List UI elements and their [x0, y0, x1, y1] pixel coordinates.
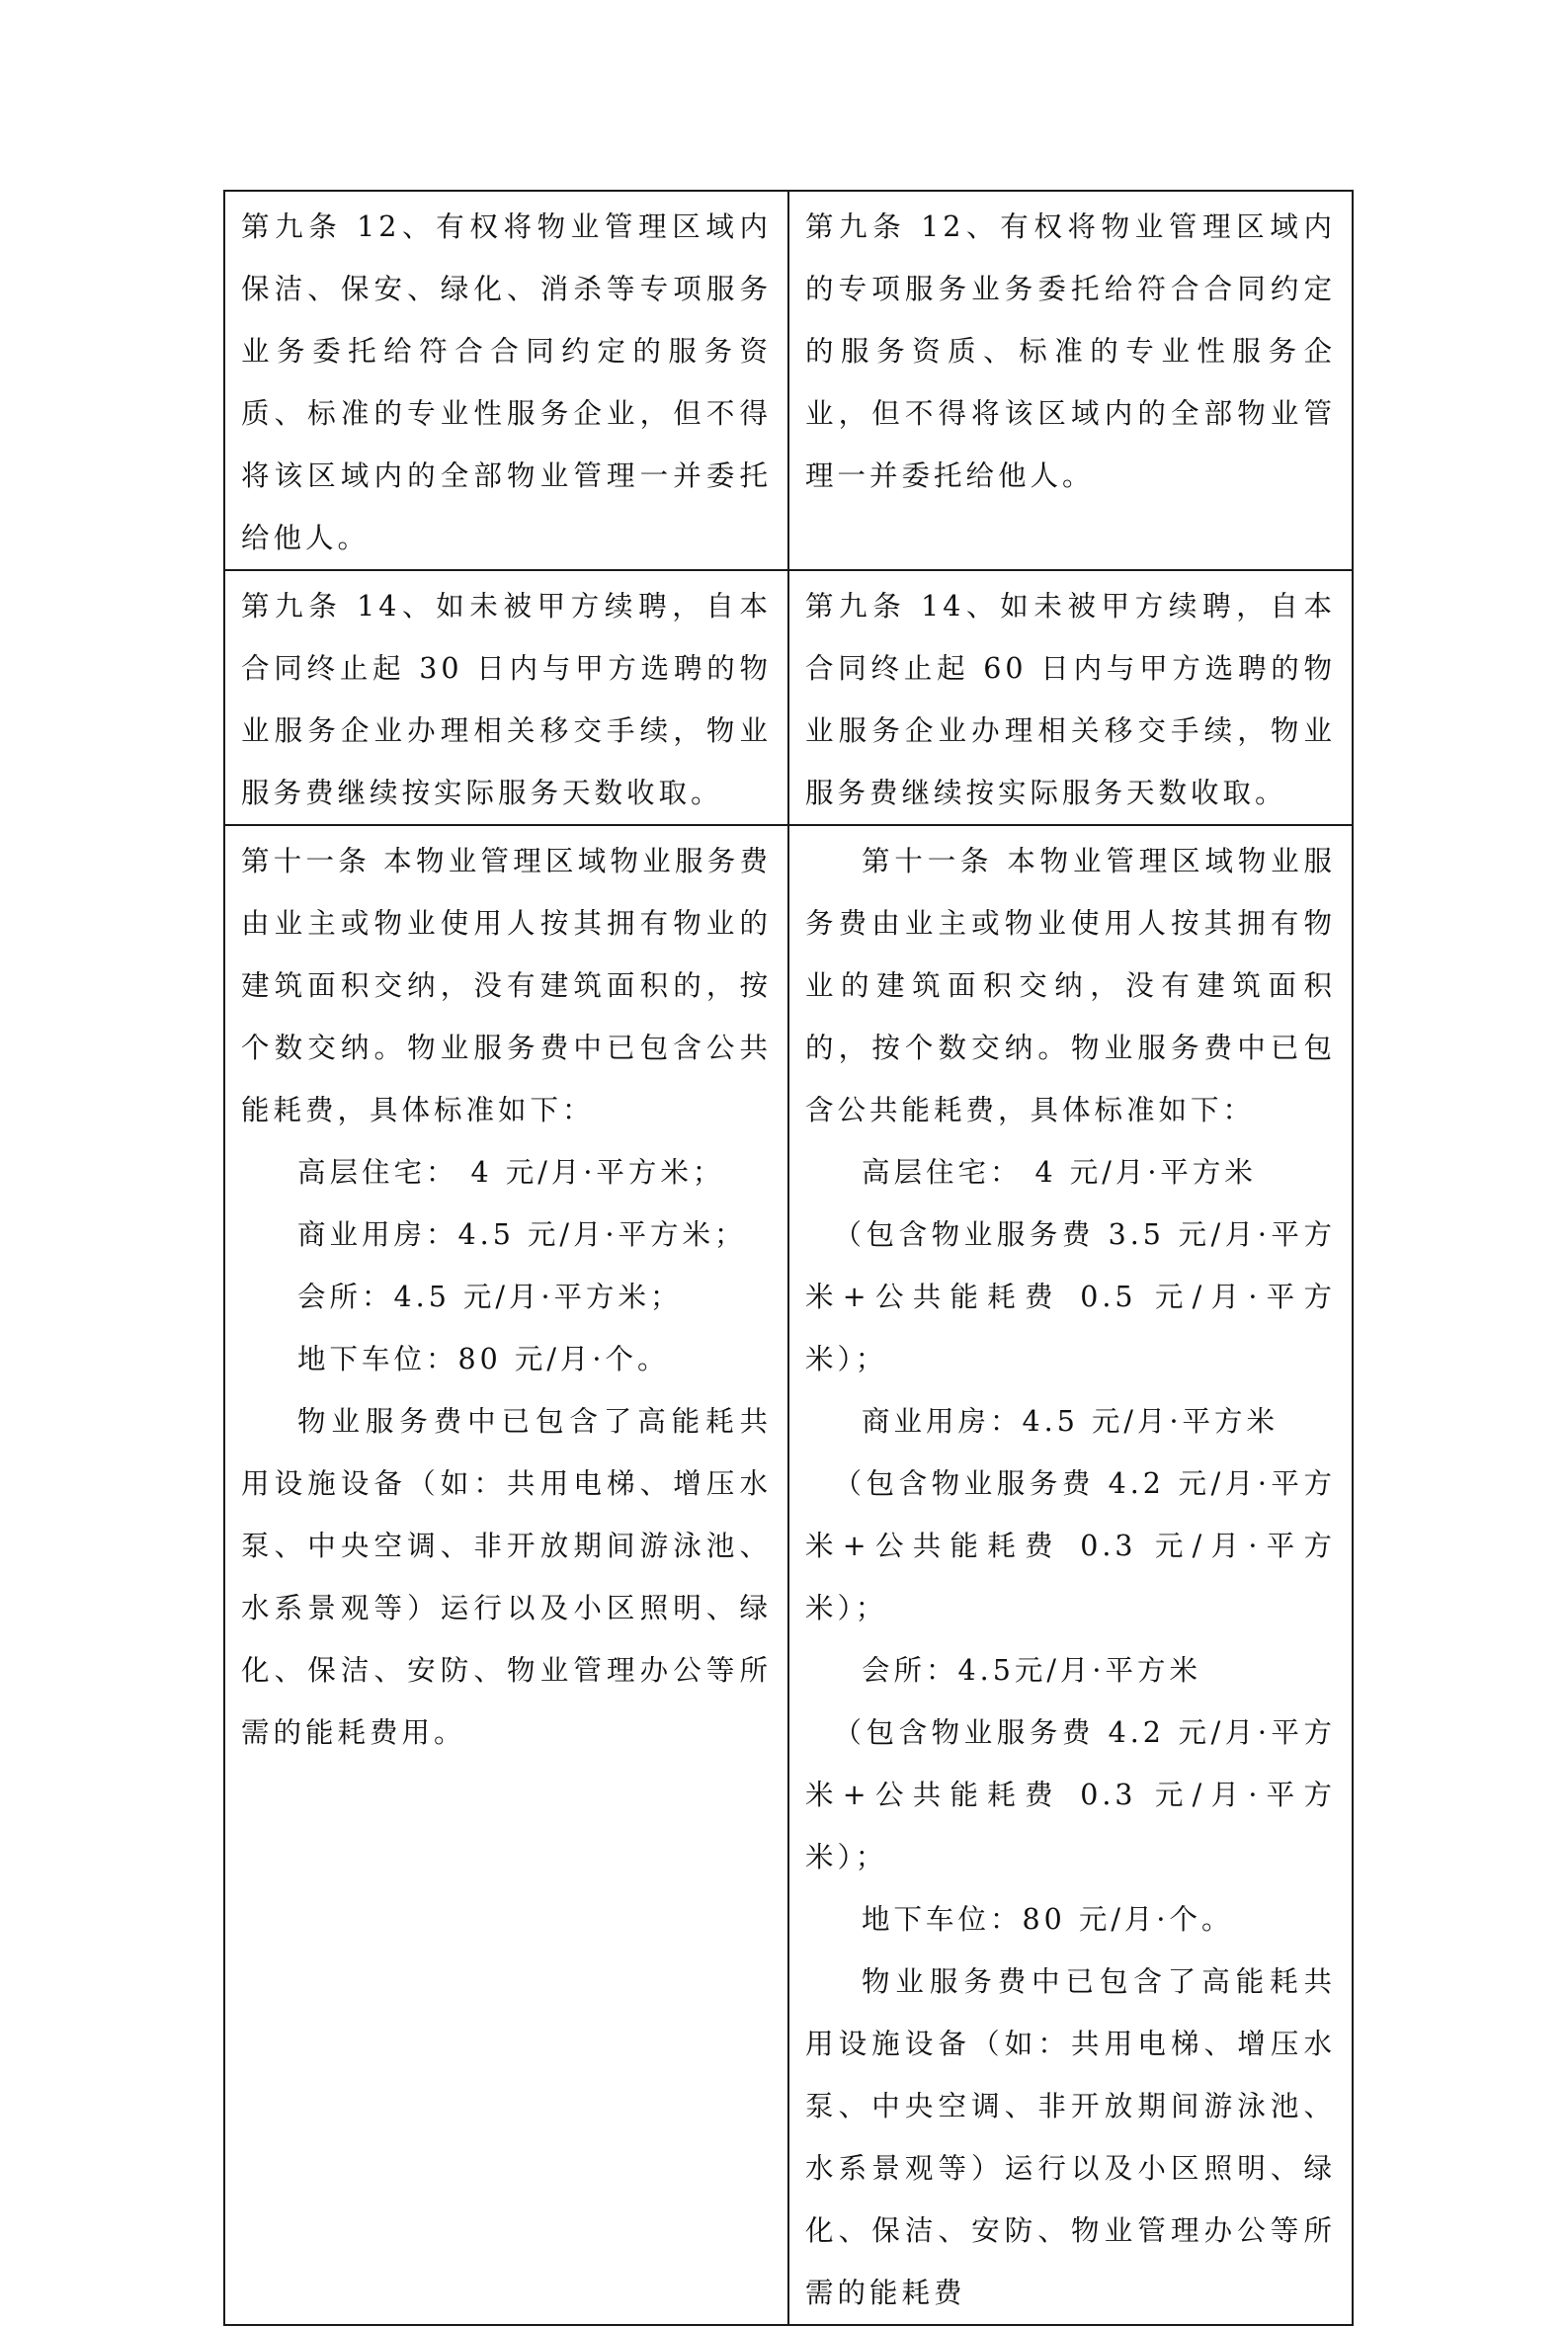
right-cell-clause-9-12 [788, 191, 1353, 570]
table-row [224, 570, 1353, 825]
left-cell-clause-9-14 [224, 570, 788, 825]
clause-text: 第九条 14、如未被甲方续聘，自本合同终止起 60 日内与甲方选聘的物业服务企业办理相关移交手续，物业服务费继续按实际服务天数收取。 [805, 590, 1336, 809]
rate-commercial: 商业用房：4.5 元/月·平方米 [862, 1405, 1279, 1438]
energy-note: 物业服务费中已包含了高能耗共用设施设备（如：共用电梯、增压水泵、中央空调、非开放期间游泳池、水系景观等）运行以及小区照明、绿化、保洁、安防、物业管理办公等所需的能耗费用。 [241, 1405, 772, 1749]
rate-parking: 地下车位：80 元/月·个。 [862, 1903, 1234, 1936]
rate-clubhouse: 会所：4.5元/月·平方米 [862, 1654, 1201, 1687]
right-cell-clause-11 [788, 825, 1353, 2325]
comparison-table [223, 190, 1354, 2326]
clause-intro: 第十一条 本物业管理区域物业服务费由业主或物业使用人按其拥有物业的建筑面积交纳，没有建筑面积的，按个数交纳。物业服务费中已包含公共能耗费，具体标准如下： [241, 845, 772, 1126]
table-row [224, 191, 1353, 570]
rate-highrise: 高层住宅： 4 元/月·平方米 [862, 1156, 1257, 1189]
clause-intro: 第十一条 本物业管理区域物业服务费由业主或物业使用人按其拥有物业的建筑面积交纳，没有建筑面积的，按个数交纳。物业服务费中已包含公共能耗费，具体标准如下： [805, 845, 1336, 1126]
rate-clubhouse: 会所：4.5 元/月·平方米； [297, 1281, 683, 1313]
rate-clubhouse-detail: （包含物业服务费 4.2 元/月·平方米+公共能耗费 0.3 元/月·平方米）； [805, 1716, 1336, 1873]
rate-commercial: 商业用房：4.5 元/月·平方米； [297, 1218, 747, 1251]
table-row [224, 825, 1353, 2325]
clause-text: 第九条 12、有权将物业管理区域内的专项服务业务委托给符合合同约定的服务资质、标准的专业性服务企业，但不得将该区域内的全部物业管理一并委托给他人。 [805, 210, 1336, 492]
left-cell-clause-9-12 [224, 191, 788, 570]
rate-highrise: 高层住宅： 4 元/月·平方米； [297, 1156, 725, 1189]
left-cell-clause-11 [224, 825, 788, 2325]
right-cell-clause-9-14 [788, 570, 1353, 825]
rate-parking: 地下车位：80 元/月·个。 [297, 1343, 670, 1375]
energy-note: 物业服务费中已包含了高能耗共用设施设备（如：共用电梯、增压水泵、中央空调、非开放期间游泳池、水系景观等）运行以及小区照明、绿化、保洁、安防、物业管理办公等所需的能耗费 [805, 1965, 1336, 2309]
rate-commercial-detail: （包含物业服务费 4.2 元/月·平方米+公共能耗费 0.3 元/月·平方米）； [805, 1467, 1336, 1624]
clause-text: 第九条 12、有权将物业管理区域内保洁、保安、绿化、消杀等专项服务业务委托给符合合同约定的服务资质、标准的专业性服务企业，但不得将该区域内的全部物业管理一并委托给他人。 [241, 210, 772, 554]
rate-highrise-detail: （包含物业服务费 3.5 元/月·平方米+公共能耗费 0.5 元/月·平方米）； [805, 1218, 1336, 1375]
clause-text: 第九条 14、如未被甲方续聘，自本合同终止起 30 日内与甲方选聘的物业服务企业办理相关移交手续，物业服务费继续按实际服务天数收取。 [241, 590, 772, 809]
